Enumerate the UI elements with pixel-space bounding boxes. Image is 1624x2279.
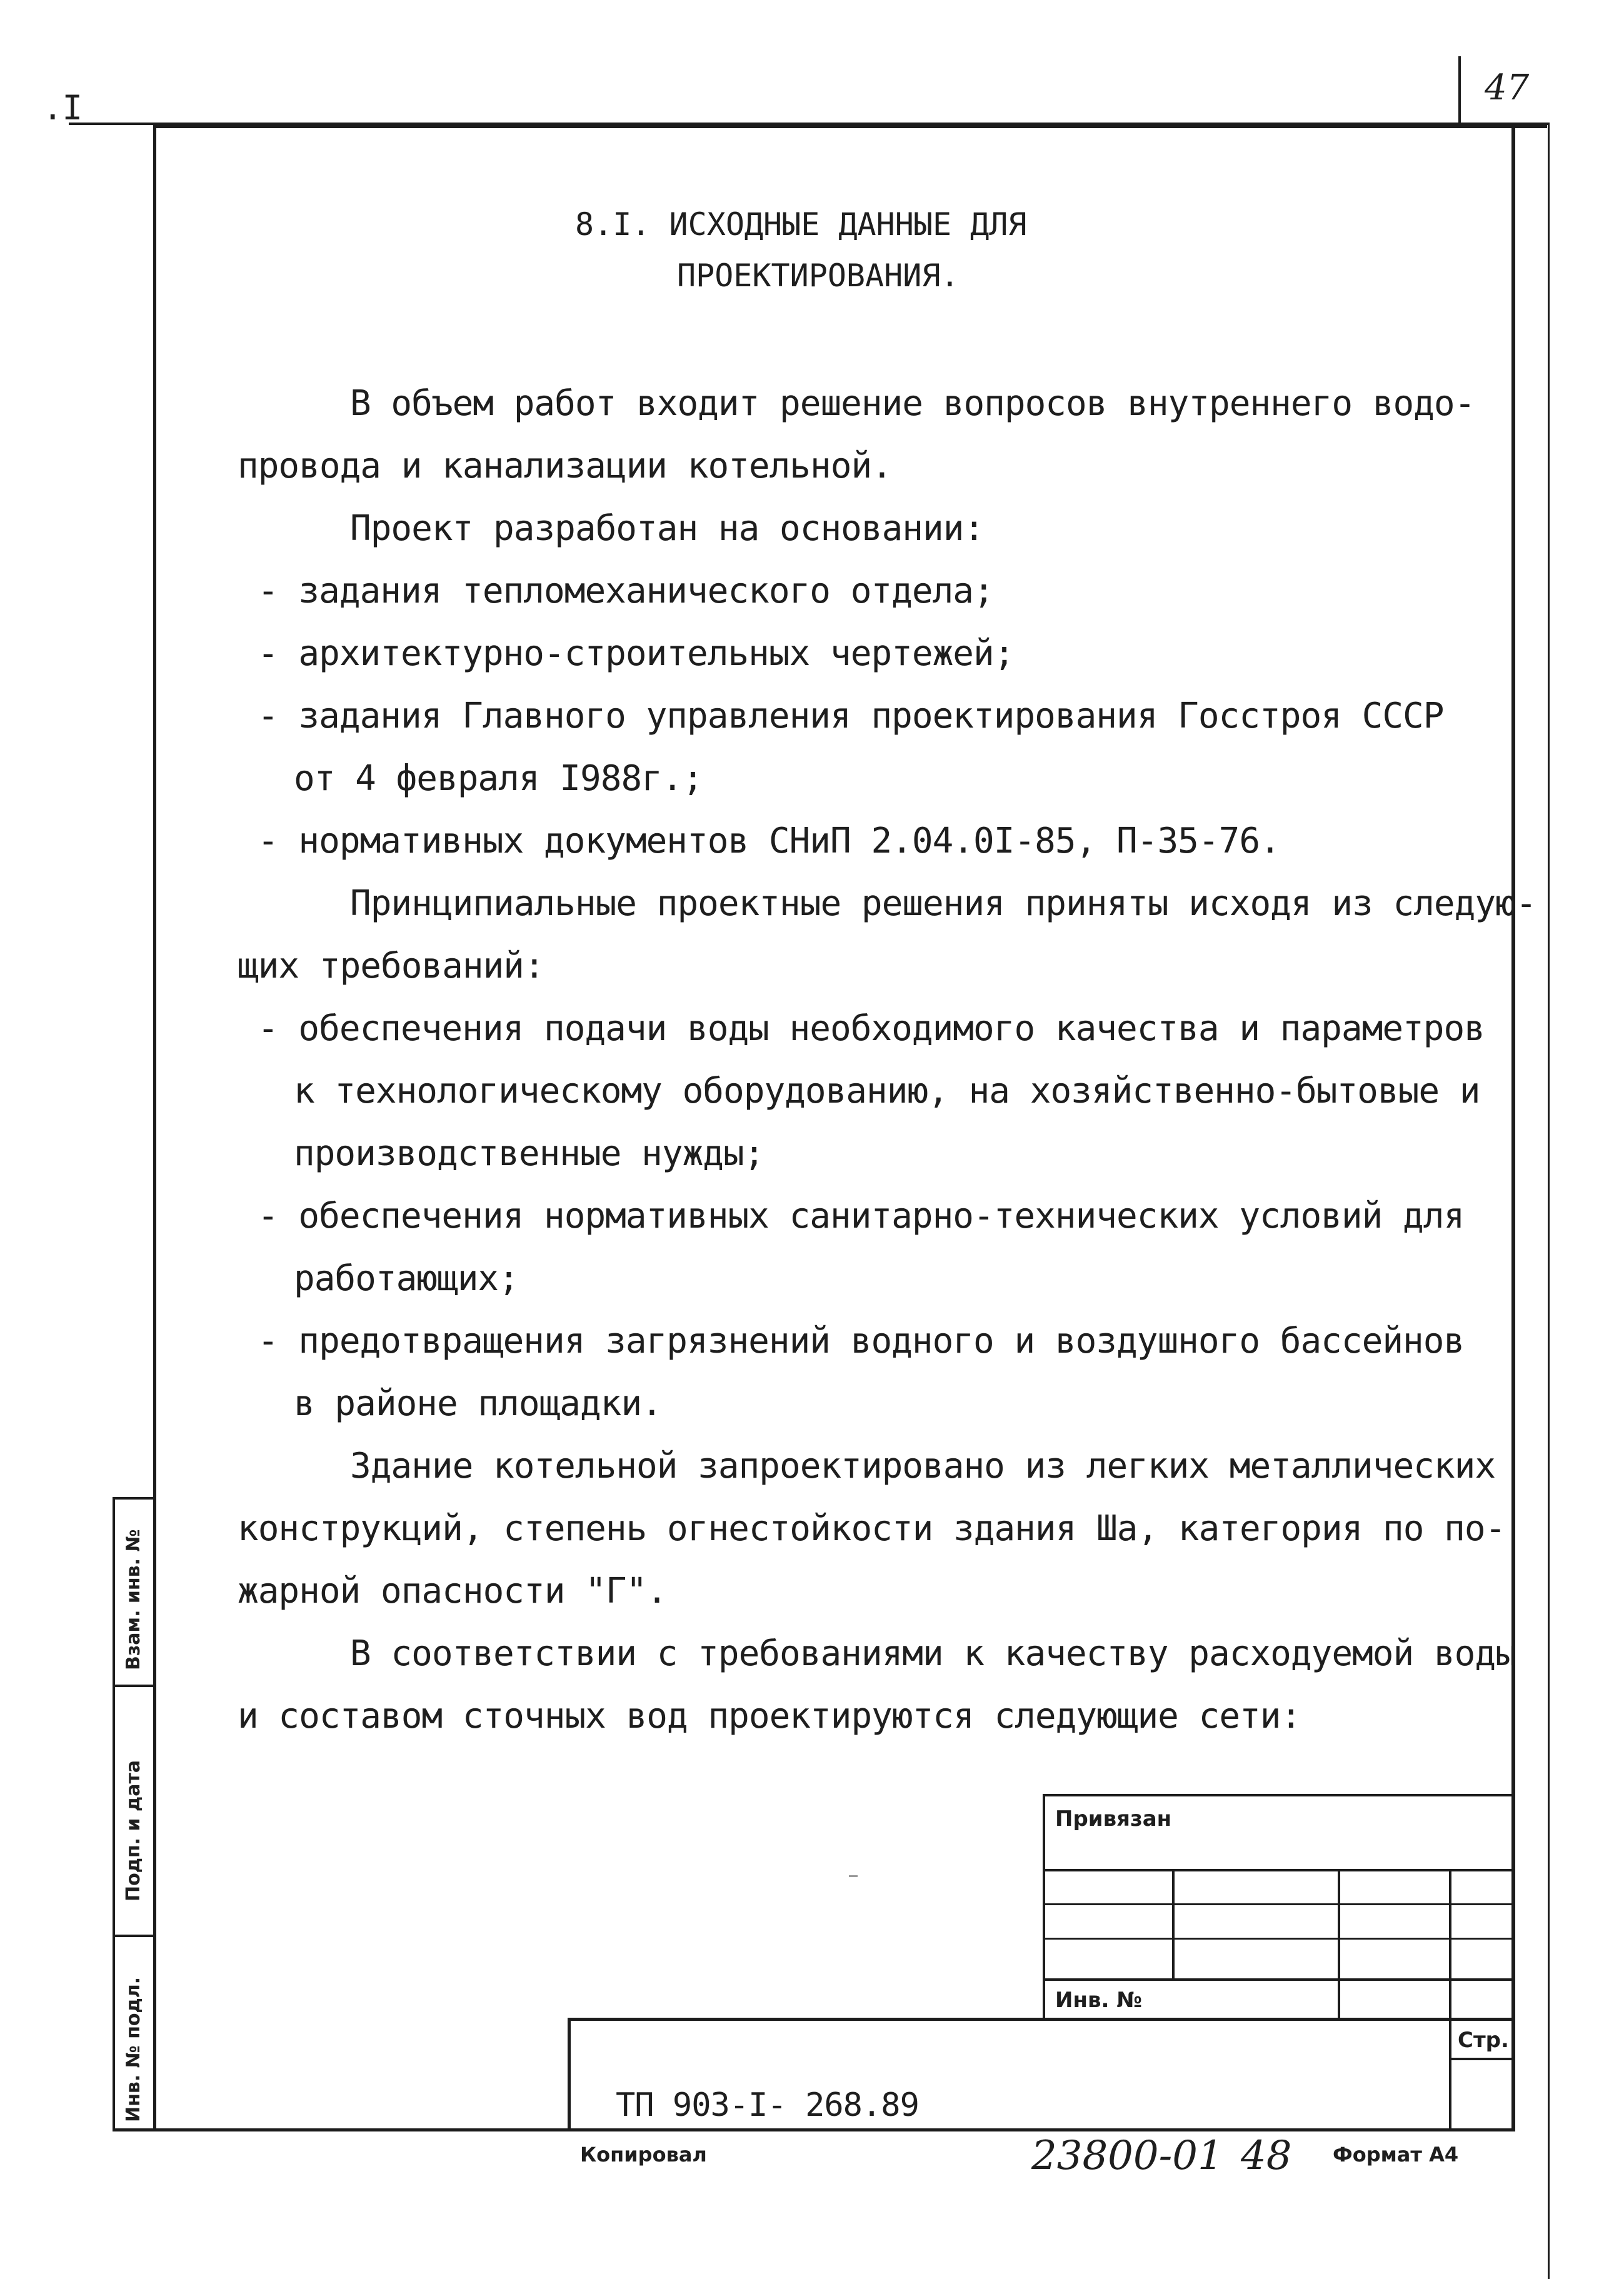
- body-line-8: - нормативных документов СНиП 2.04.0I-85, П-35-76.: [258, 821, 1280, 861]
- body-line-17: в районе площадки.: [294, 1383, 662, 1424]
- tb-row-line-2: [1043, 1903, 1515, 1905]
- tb-col-line-3: [1449, 1869, 1451, 2128]
- side-stamp-divider-2: [113, 1935, 155, 1937]
- body-line-4: - задания тепломеханического отдела;: [258, 571, 994, 611]
- tb-top-line: [1043, 1794, 1515, 1796]
- page-number: 47: [1485, 68, 1530, 108]
- side-stamp-vzam-inv: Взам. инв. №: [123, 1529, 144, 1670]
- section-heading-line1: 8.I. ИСХОДНЫЕ ДАННЫЕ ДЛЯ: [575, 206, 1027, 243]
- body-line-1: В объем работ входит решение вопросов внутреннего водо-: [350, 383, 1475, 424]
- frame-bottom-line: [113, 2128, 1515, 2131]
- side-stamp-top-line: [113, 1497, 155, 1500]
- tb-main-left-line: [568, 2018, 571, 2130]
- body-line-20: жарной опасности "Г".: [238, 1571, 668, 1611]
- scan-speck: [849, 1875, 858, 1877]
- side-stamp-podp-data: Подп. и дата: [123, 1760, 144, 1901]
- body-line-12: к технологическому оборудованию, на хозяйственно-бытовые и: [294, 1071, 1480, 1111]
- body-line-11: - обеспечения подачи воды необходимого качества и параметров: [258, 1008, 1485, 1049]
- body-line-7: от 4 февраля I988г.;: [294, 758, 703, 799]
- side-stamp-left-line: [113, 1497, 115, 2130]
- side-stamp-inv-podl: Инв. № подл.: [123, 1976, 144, 2122]
- footer-copied-by: Копировал: [580, 2143, 707, 2166]
- body-line-9: Принципиальные проектные решения приняты исходя из следую-: [350, 883, 1536, 924]
- tb-row-line-4: [1043, 1978, 1515, 1981]
- tb-inv-no-label: Инв. №: [1055, 1988, 1143, 2013]
- frame-left-line: [153, 125, 156, 2131]
- body-line-14: - обеспечения нормативных санитарно-технических условий для: [258, 1196, 1465, 1236]
- section-heading-line2: ПРОЕКТИРОВАНИЯ.: [677, 258, 960, 294]
- frame-top-line: [153, 125, 1547, 128]
- tb-col-line-2: [1338, 1869, 1340, 2019]
- body-line-2: провода и канализации котельной.: [238, 446, 892, 486]
- tb-page-label: Стр.: [1458, 2028, 1509, 2053]
- body-line-15: работающих;: [294, 1258, 519, 1299]
- side-stamp-divider-1: [113, 1685, 155, 1687]
- tb-doc-code: ТП 903-I- 268.89: [616, 2086, 919, 2124]
- corner-mark: .I: [43, 88, 83, 128]
- tb-row-line-1: [1043, 1869, 1515, 1871]
- tb-left-line: [1043, 1794, 1045, 2019]
- page-number-box-left: [1458, 56, 1461, 125]
- body-line-10: щих требований:: [238, 946, 544, 986]
- body-line-3: Проект разработан на основании:: [350, 508, 985, 549]
- frame-right-line: [1511, 125, 1515, 2131]
- footer-archive-number: 23800-01: [1031, 2133, 1223, 2179]
- body-line-19: конструкций, степень огнестойкости здания Ша, категория по по-: [238, 1508, 1506, 1549]
- body-line-13: производственные нужды;: [294, 1133, 764, 1174]
- tb-page-cell-line: [1449, 2058, 1515, 2060]
- tb-row-line-3: [1043, 1938, 1515, 1940]
- tb-privyazan-label: Привязан: [1055, 1806, 1172, 1831]
- footer-sheet: 48: [1241, 2133, 1292, 2179]
- body-line-16: - предотвращения загрязнений водного и воздушного бассейнов: [258, 1321, 1465, 1361]
- footer-format: Формат А4: [1333, 2143, 1459, 2166]
- body-line-18: Здание котельной запроектировано из легких металлических: [350, 1446, 1496, 1486]
- body-line-6: - задания Главного управления проектирования Госстроя СССР: [258, 696, 1444, 736]
- body-line-21: В соответствии с требованиями к качеству расходуемой воды: [350, 1633, 1516, 1674]
- body-line-5: - архитектурно-строительных чертежей;: [258, 633, 1015, 674]
- outer-right-line: [1548, 123, 1550, 2279]
- tb-col-line-1: [1172, 1869, 1175, 1978]
- body-line-22: и составом сточных вод проектируются следующие сети:: [238, 1696, 1301, 1736]
- tb-main-top-line: [568, 2018, 1515, 2021]
